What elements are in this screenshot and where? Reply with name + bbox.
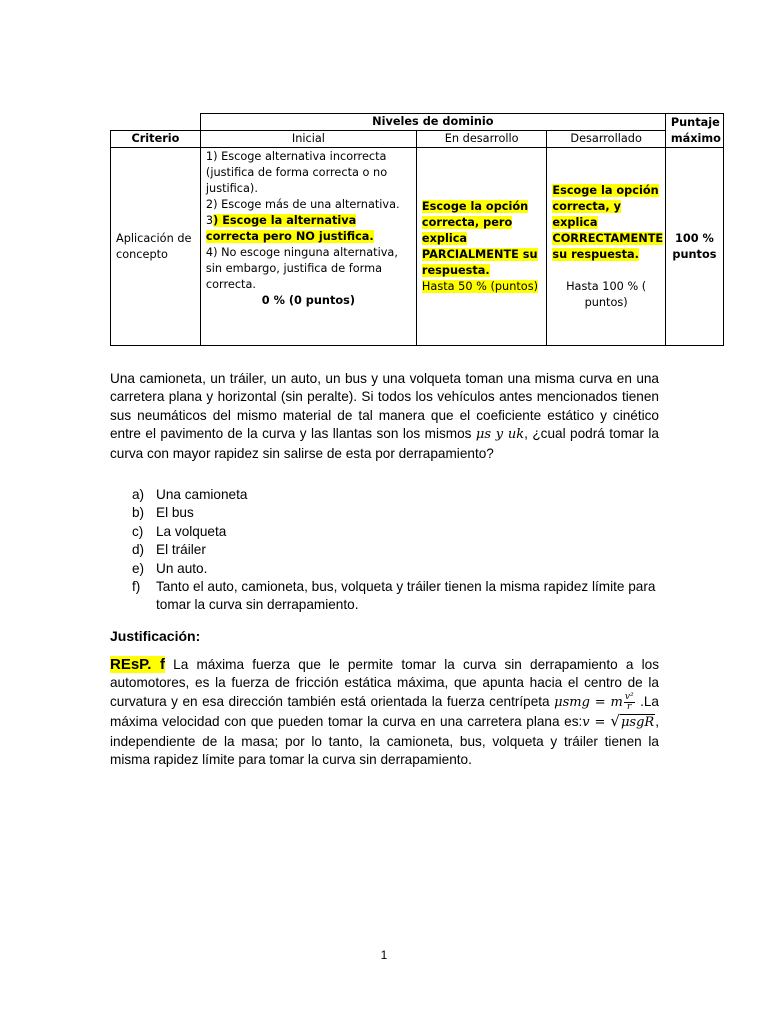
en-desarrollo-header: En desarrollo <box>416 131 546 148</box>
rubric-table <box>110 113 724 346</box>
inicial-item-4: 4) No escoge ninguna alternativa, sin embargo, justifica de forma correcta. <box>205 246 398 291</box>
inicial-header: Inicial <box>200 131 416 148</box>
desarrollado-cell <box>547 148 665 346</box>
v2-over-r-fraction: $\frac{\text{v²}}{r}$ <box>624 691 634 712</box>
options-list <box>110 486 659 615</box>
inicial-item-2: 2) Escoge más de una alternativa. <box>205 198 400 211</box>
option-f: f) Tanto el auto, camioneta, bus, volqueta y tráiler tienen la misma rapidez límite para tomar la curva sin derrapamiento. <box>132 579 656 613</box>
coefficients-math: μs y uk <box>475 427 525 443</box>
desarrollado-score: Hasta 100 % ( puntos) <box>566 279 647 309</box>
justification-heading: Justificación: <box>110 628 201 644</box>
inicial-cell <box>200 148 416 346</box>
criterio-cell: Aplicación de concepto <box>111 148 201 346</box>
en-desarrollo-cell <box>416 148 546 346</box>
page-number: 1 <box>380 948 388 962</box>
highlighted-item-3: ) Escoge la alternativa correcta pero NO justifica. <box>205 214 374 243</box>
en-desarrollo-text: Escoge la opción correcta, pero explica PARCIALMENTE su respuesta. <box>421 199 538 277</box>
criterio-header: Criterio <box>111 131 201 148</box>
niveles-header: Niveles de dominio <box>200 114 665 131</box>
empty-corner-cell <box>111 114 201 131</box>
desarrollado-text: Escoge la opción correcta, y explica CORRECTAMENTE su respuesta. <box>552 183 664 261</box>
square-root-expression: √μsgR <box>610 712 655 731</box>
option-c: c) La volqueta <box>132 523 227 539</box>
inicial-item-1: 1) Escoge alternativa incorrecta (justifica de forma correcta o no justifica). <box>205 150 388 195</box>
option-d: d) El tráiler <box>132 542 206 558</box>
option-e: e) Un auto. <box>132 560 208 576</box>
centripetal-equation: μsmg = m <box>554 694 623 710</box>
en-desarrollo-score: Hasta 50 % (puntos) <box>421 279 538 293</box>
desarrollado-header: Desarrollado <box>547 131 665 148</box>
puntaje-header: Puntaje máximo <box>665 114 723 148</box>
velocity-equation: v = <box>582 715 611 731</box>
option-b: b) El bus <box>132 505 194 521</box>
puntaje-cell: 100 % puntos <box>665 148 723 346</box>
question-paragraph: Una camioneta, un tráiler, un auto, un bus y una volqueta toman una misma curva en una carretera plana y horizontal (sin peralte). Si todos los vehículos antes mencionados tienen sus neumáticos del mismo material de tal manera que el coeficiente estático y cinético entre el pavimento de la curva y las llantas son los mismos μs y uk, ¿cual podrá tomar la curva con mayor rapidez sin salirse de esta por derrapamiento? <box>110 371 659 461</box>
inicial-score: 0 % (0 puntos) <box>261 294 356 307</box>
justification-paragraph: REsP. f La máxima fuerza que le permite tomar la curva sin derrapamiento a los automotores, es la fuerza de fricción estática máxima, que apunta hacia el centro de la curvatura y en esa dirección también está orientada la fuerza centrípeta μsmg = m $\frac{\text{v²}}{r}$ .La máxima velocidad con que pueden tomar la curva en una carretera plana es:v = √μsgR, independiente de la masa; por lo tanto, la camioneta, bus, volqueta y tráiler tienen la misma rapidez límite para tomar la curva sin derrapamiento. <box>110 656 659 768</box>
inicial-item-3: 3) Escoge la alternativa correcta pero NO justifica. <box>205 214 374 243</box>
answer-label: REsP. f <box>110 656 165 673</box>
option-a: a) Una camioneta <box>132 487 248 502</box>
